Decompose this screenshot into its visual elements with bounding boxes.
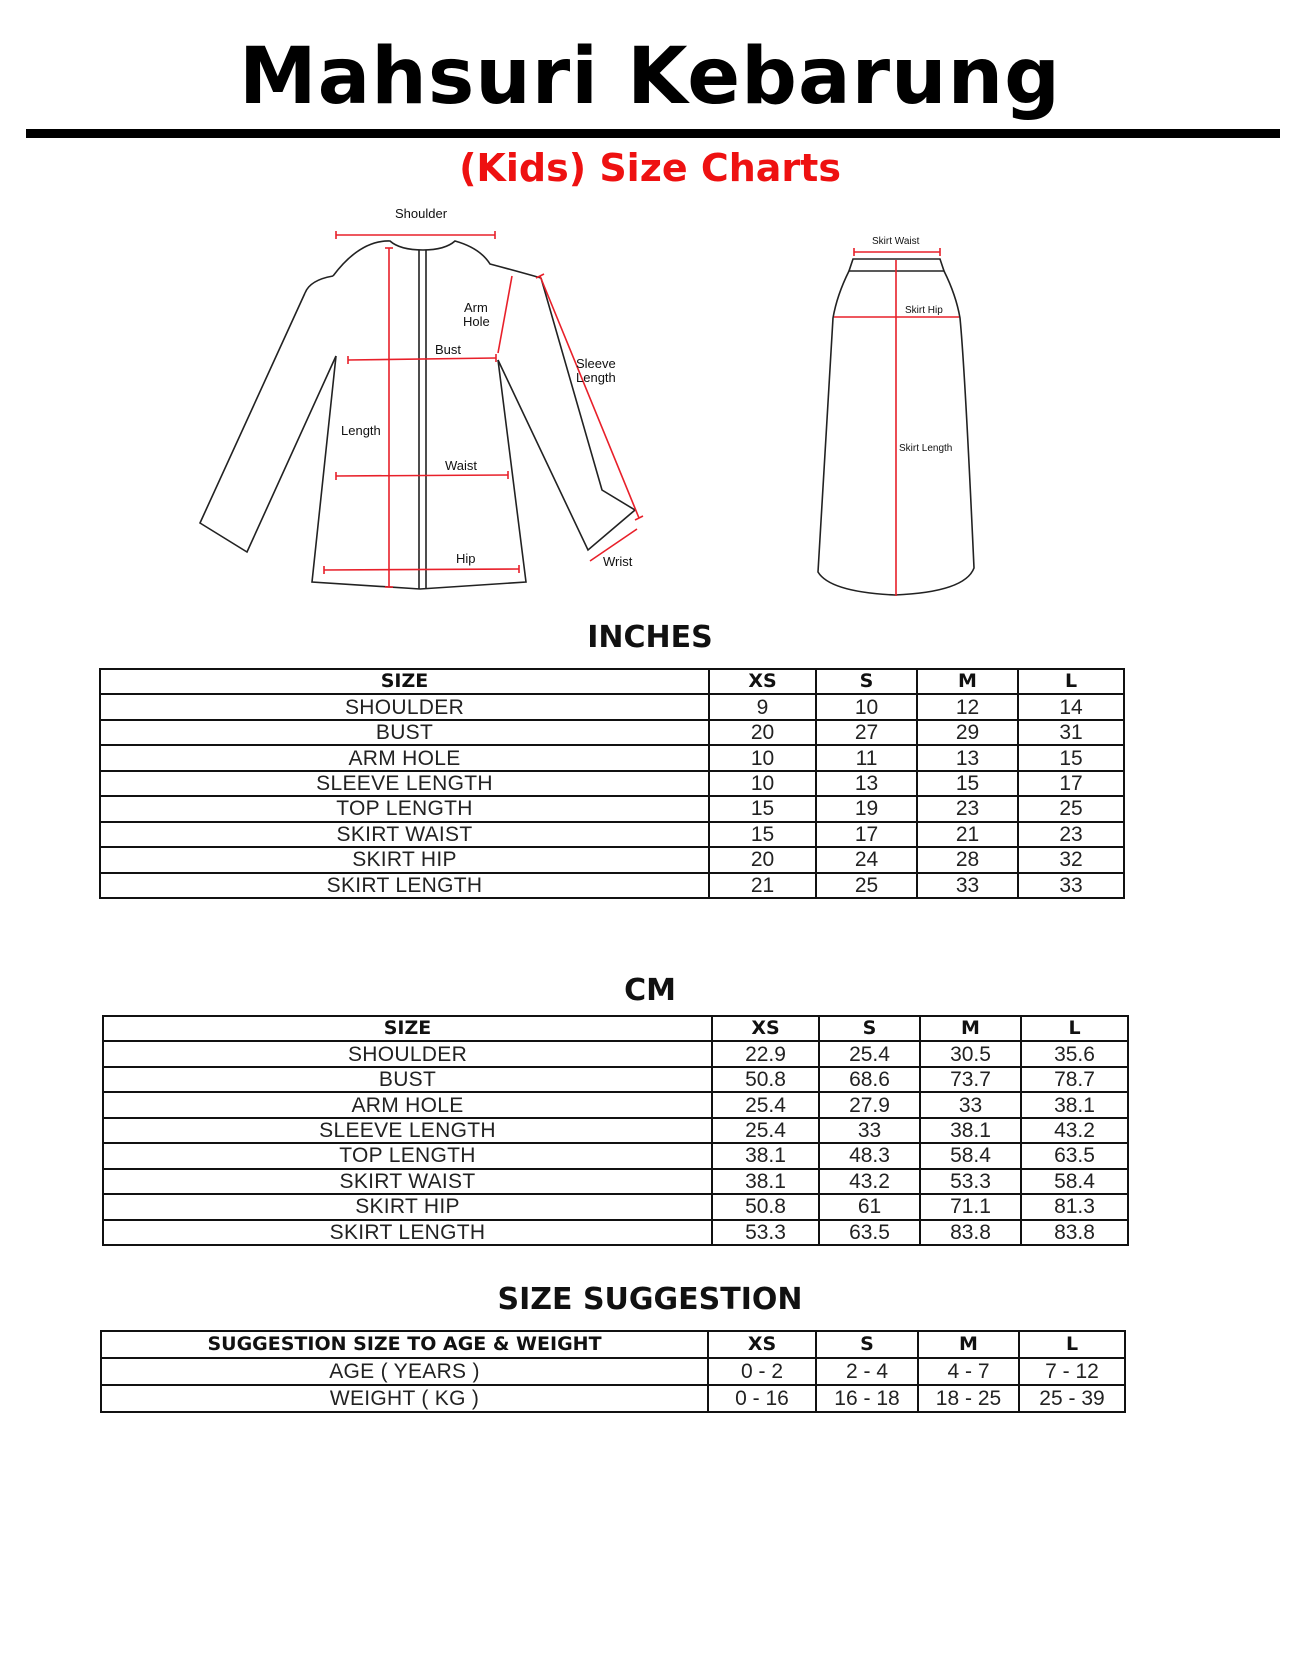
- table-row: [103, 1194, 1128, 1219]
- table-cell: 38.1: [712, 1143, 819, 1168]
- table-cell: 58.4: [920, 1143, 1021, 1168]
- top-garment-outline: [200, 241, 635, 589]
- table-cell: 48.3: [819, 1143, 920, 1168]
- row-label: SKIRT WAIST: [103, 1169, 712, 1194]
- table-row: [103, 1118, 1128, 1143]
- cm-section-title: CM: [624, 973, 676, 1008]
- table-cell: 10: [709, 745, 816, 770]
- table-cell: 32: [1018, 847, 1124, 872]
- table-cell: 33: [917, 873, 1018, 899]
- table-cell: 12: [917, 694, 1018, 719]
- arm-hole-label-line1: Arm: [464, 300, 488, 315]
- column-header-size: XS: [712, 1016, 819, 1041]
- row-label: SKIRT WAIST: [100, 822, 709, 847]
- table-cell: 7 - 12: [1019, 1358, 1125, 1385]
- table-cell: 58.4: [1021, 1169, 1128, 1194]
- column-header-measurement: SIZE: [103, 1016, 712, 1041]
- table-cell: 38.1: [1021, 1092, 1128, 1117]
- brand-title: Mahsuri Kebarung: [239, 32, 1061, 122]
- column-header-size: M: [918, 1331, 1019, 1358]
- table-cell: 81.3: [1021, 1194, 1128, 1219]
- table-cell: 25.4: [712, 1092, 819, 1117]
- column-header-size: S: [816, 669, 917, 694]
- table-cell: 38.1: [712, 1169, 819, 1194]
- table-cell: 33: [920, 1092, 1021, 1117]
- table-header-row: [101, 1331, 1125, 1358]
- skirt-hip-label: Skirt Hip: [905, 305, 943, 316]
- row-label: ARM HOLE: [100, 745, 709, 770]
- column-header-size: XS: [709, 669, 816, 694]
- column-header-size: XS: [708, 1331, 816, 1358]
- table-cell: 30.5: [920, 1041, 1021, 1066]
- table-cell: 0 - 2: [708, 1358, 816, 1385]
- row-label: SKIRT LENGTH: [103, 1220, 712, 1246]
- title-divider: [26, 129, 1280, 138]
- table-cell: 43.2: [819, 1169, 920, 1194]
- table-cell: 27.9: [819, 1092, 920, 1117]
- table-row: [101, 1358, 1125, 1385]
- table-cell: 16 - 18: [816, 1385, 918, 1412]
- row-label: SHOULDER: [103, 1041, 712, 1066]
- table-row: [100, 694, 1124, 719]
- table-cell: 78.7: [1021, 1067, 1128, 1092]
- table-cell: 43.2: [1021, 1118, 1128, 1143]
- row-label: TOP LENGTH: [103, 1143, 712, 1168]
- table-cell: 21: [917, 822, 1018, 847]
- table-cell: 23: [1018, 822, 1124, 847]
- table-cell: 50.8: [712, 1194, 819, 1219]
- table-header-row: [100, 669, 1124, 694]
- bust-label: Bust: [435, 342, 462, 357]
- row-label: WEIGHT ( KG ): [101, 1385, 708, 1412]
- table-row: [100, 771, 1124, 796]
- column-header-size: S: [816, 1331, 918, 1358]
- size-suggestion-section-title: SIZE SUGGESTION: [497, 1282, 803, 1317]
- table-cell: 15: [709, 796, 816, 821]
- table-cell: 15: [709, 822, 816, 847]
- table-row: [103, 1220, 1128, 1246]
- row-label: AGE ( YEARS ): [101, 1358, 708, 1385]
- table-row: [103, 1143, 1128, 1168]
- table-cell: 10: [709, 771, 816, 796]
- table-cell: 22.9: [712, 1041, 819, 1066]
- table-cell: 24: [816, 847, 917, 872]
- table-cell: 25: [1018, 796, 1124, 821]
- shoulder-label: Shoulder: [395, 206, 448, 221]
- sleeve-length-label-line1: Sleeve: [576, 356, 616, 371]
- column-header-measurement: SUGGESTION SIZE TO AGE & WEIGHT: [101, 1331, 708, 1358]
- table-cell: 2 - 4: [816, 1358, 918, 1385]
- row-label: BUST: [103, 1067, 712, 1092]
- table-cell: 21: [709, 873, 816, 899]
- column-header-size: L: [1019, 1331, 1125, 1358]
- wrist-label: Wrist: [603, 554, 633, 569]
- table-cell: 68.6: [819, 1067, 920, 1092]
- table-row: [103, 1169, 1128, 1194]
- size-suggestion-table: [100, 1330, 1126, 1413]
- column-header-size: S: [819, 1016, 920, 1041]
- table-row: [103, 1092, 1128, 1117]
- top-garment-diagram: [190, 200, 650, 600]
- table-cell: 31: [1018, 720, 1124, 745]
- table-header-row: [103, 1016, 1128, 1041]
- hip-measure-line: [324, 569, 519, 570]
- table-cell: 14: [1018, 694, 1124, 719]
- table-cell: 83.8: [920, 1220, 1021, 1246]
- skirt-measure-lines: [834, 248, 959, 596]
- inches-section-title: INCHES: [587, 620, 713, 655]
- column-header-size: M: [920, 1016, 1021, 1041]
- table-cell: 4 - 7: [918, 1358, 1019, 1385]
- armhole-measure-line: [498, 276, 512, 353]
- column-header-size: L: [1021, 1016, 1128, 1041]
- table-row: [101, 1385, 1125, 1412]
- table-cell: 25: [816, 873, 917, 899]
- table-cell: 73.7: [920, 1067, 1021, 1092]
- table-cell: 0 - 16: [708, 1385, 816, 1412]
- row-label: SLEEVE LENGTH: [100, 771, 709, 796]
- table-cell: 13: [917, 745, 1018, 770]
- skirt-length-label: Skirt Length: [899, 443, 953, 454]
- table-row: [100, 822, 1124, 847]
- table-cell: 17: [1018, 771, 1124, 796]
- table-cell: 9: [709, 694, 816, 719]
- table-cell: 25 - 39: [1019, 1385, 1125, 1412]
- sleeve-length-label-line2: Length: [576, 370, 616, 385]
- table-cell: 23: [917, 796, 1018, 821]
- row-label: ARM HOLE: [103, 1092, 712, 1117]
- table-cell: 29: [917, 720, 1018, 745]
- row-label: SKIRT HIP: [100, 847, 709, 872]
- table-cell: 15: [1018, 745, 1124, 770]
- table-cell: 20: [709, 720, 816, 745]
- table-cell: 25.4: [712, 1118, 819, 1143]
- length-label: Length: [341, 423, 381, 438]
- table-cell: 38.1: [920, 1118, 1021, 1143]
- skirt-diagram: [760, 210, 980, 600]
- table-row: [100, 745, 1124, 770]
- table-cell: 19: [816, 796, 917, 821]
- table-cell: 17: [816, 822, 917, 847]
- waist-measure-line: [336, 475, 508, 476]
- column-header-size: M: [917, 669, 1018, 694]
- table-cell: 27: [816, 720, 917, 745]
- bust-measure-line: [348, 358, 496, 360]
- table-cell: 11: [816, 745, 917, 770]
- hip-label: Hip: [456, 551, 476, 566]
- table-cell: 35.6: [1021, 1041, 1128, 1066]
- table-cell: 53.3: [712, 1220, 819, 1246]
- table-row: [100, 847, 1124, 872]
- table-cell: 28: [917, 847, 1018, 872]
- table-cell: 13: [816, 771, 917, 796]
- skirt-waist-label: Skirt Waist: [872, 236, 920, 247]
- table-cell: 61: [819, 1194, 920, 1219]
- table-row: [103, 1067, 1128, 1092]
- table-cell: 10: [816, 694, 917, 719]
- column-header-measurement: SIZE: [100, 669, 709, 694]
- table-row: [100, 720, 1124, 745]
- page-subtitle: (Kids) Size Charts: [459, 146, 841, 190]
- row-label: SKIRT HIP: [103, 1194, 712, 1219]
- waist-label: Waist: [445, 458, 478, 473]
- table-cell: 83.8: [1021, 1220, 1128, 1246]
- row-label: SLEEVE LENGTH: [103, 1118, 712, 1143]
- table-row: [100, 873, 1124, 899]
- row-label: TOP LENGTH: [100, 796, 709, 821]
- table-cell: 53.3: [920, 1169, 1021, 1194]
- arm-hole-label-line2: Hole: [463, 314, 490, 329]
- table-row: [100, 796, 1124, 821]
- table-cell: 25.4: [819, 1041, 920, 1066]
- top-measure-lines: [324, 231, 643, 587]
- cm-size-table: [102, 1015, 1129, 1246]
- table-cell: 71.1: [920, 1194, 1021, 1219]
- row-label: BUST: [100, 720, 709, 745]
- table-cell: 63.5: [1021, 1143, 1128, 1168]
- row-label: SKIRT LENGTH: [100, 873, 709, 899]
- table-cell: 50.8: [712, 1067, 819, 1092]
- table-cell: 20: [709, 847, 816, 872]
- table-cell: 33: [819, 1118, 920, 1143]
- row-label: SHOULDER: [100, 694, 709, 719]
- column-header-size: L: [1018, 669, 1124, 694]
- table-cell: 33: [1018, 873, 1124, 899]
- table-cell: 63.5: [819, 1220, 920, 1246]
- table-row: [103, 1041, 1128, 1066]
- table-cell: 15: [917, 771, 1018, 796]
- table-cell: 18 - 25: [918, 1385, 1019, 1412]
- inches-size-table: [99, 668, 1125, 899]
